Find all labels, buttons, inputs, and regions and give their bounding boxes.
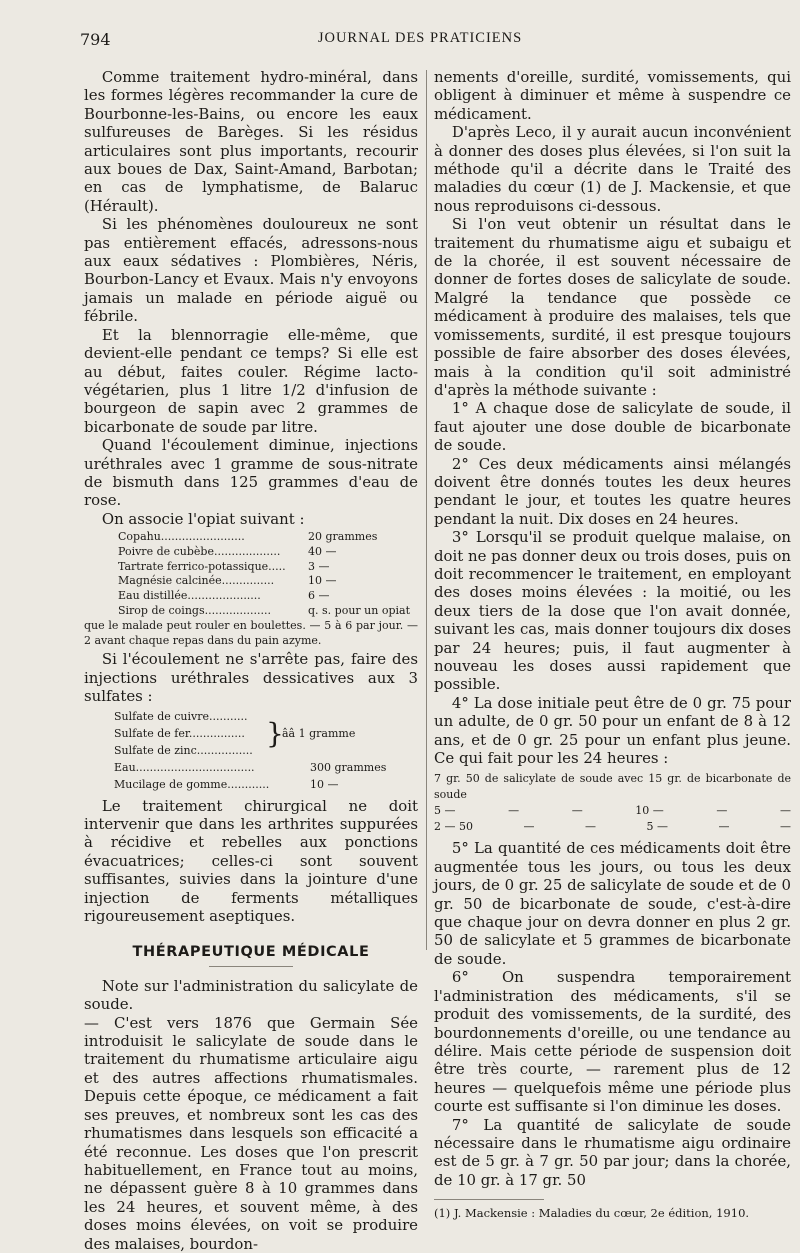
recipe-dose: ââ 1 gramme [282,726,356,740]
paragraph: Quand l'écoulement diminue, injections uréthrales avec 1 gramme de sous-nitrate de bismuth dans 125 grammes d'eau de rose. [84,436,418,510]
paragraph: 2° Ces deux médicaments ainsi mélangés doivent être donnés toutes les deux heures pendant le jour, et toutes les quatre heures pendant la nuit. Dix doses en 24 heures. [434,454,791,528]
paragraph: nements d'oreille, surdité, vomissements, qui obligent à diminuer et même à suspendre ce médicament. [434,68,791,123]
section-heading: THÉRAPEUTIQUE MÉDICALE [132,944,370,961]
recipe-line: Sulfate de cuivre........... [114,709,248,723]
dosage-table [434,771,791,835]
paragraph: Si les phénomènes douloureux ne sont pas entièrement effacés, adressons-nous aux eaux sédatives : Plombières, Néris, Bourbon-Lancy et Evaux. Mais n'y envoyons jamais un malade en période aiguë ou fébrile. [84,215,418,326]
paragraph: 1° A chaque dose de salicylate de soude, il faut ajouter une dose double de bicarbonate de soude. [434,399,791,455]
paragraph: Comme traitement hydro-minéral, dans les formes légères recommander la cure de Bourbonne-les-Bains, ou encore les eaux sulfureuses de Barèges. Si les résidus articulaires sont plus importants, recourir aux boues de Dax, Saint-Amand, Barbotan; en cas de lymphatisme, de Balaruc (Hérault). [84,68,418,215]
paragraph: D'après Leco, il y aurait aucun inconvénient à donner des doses plus élevées, si l'on suit la méthode qu'il a décrite dans le Traité des maladies du cœur (1) de J. Mackensie, et que nous reproduisons ci-dessous. [434,123,791,215]
table-row: 5 — — — 10 — — — [434,804,791,818]
page-header [80,30,760,52]
recipe-line: Copahu........................ 20 grammes [118,530,378,544]
section-rule [209,966,293,967]
recipe-line: Sirop de coings................... q. s. pour un opiat [118,603,411,617]
recipe-line: Magnésie calcinée............... 10 — [118,574,337,588]
recipe-line: Sulfate de zinc................ [114,743,253,757]
recipe-line: Sulfate de fer................ [114,726,245,740]
paragraph: 7° La quantité de salicylate de soude nécessaire dans le rhumatisme aigu ordinaire est de 5 gr. à 7 gr. 50 par jour; dans la chorée, de 10 gr. à 17 gr. 50 [434,1115,791,1189]
recipe-line: Eau distillée..................... 6 — [118,588,330,602]
column-divider [426,70,427,950]
note-title: Note sur l'administration du salicylate de soude. [84,976,418,1014]
paragraph: — C'est vers 1876 que Germain Sée introduisit le salicylate de soude dans le traitement du rhumatisme articulaire aigu et des autres affections rhumatismales. Depuis cette époque, ce médicament a fait ses preuves, et nombreux sont les cas des rhumatismes dans lesquels son efficacité a été reconnue. Les doses que l'on prescrit habituellement, en France tout au moins, ne dépassent guère 8 à 10 grammes dans les 24 heures, et souvent même, à des doses moins élevées, on voit se produire des malaises, bourdon- [84,1013,418,1253]
footnote-rule [434,1199,544,1200]
journal-title: JOURNAL DES PRATICIENS [317,30,523,46]
paragraph: 4° La dose initiale peut être de 0 gr. 75 pour un adulte, de 0 gr. 50 pour un enfant de 8 à 12 ans, et de 0 gr. 25 pour un enfant plus jeune. Ce qui fait pour les 24 heures : [434,693,791,768]
recipe-line: Tartrate ferrico-potassique..... 3 — [118,559,330,573]
paragraph: 5° La quantité de ces médicaments doit être augmentée tous les jours, ou tous les deux jours, de 0 gr. 25 de salicylate de soude et de 0 gr. 50 de bicarbonate de soude, c'est-à-dire que chaque jour on devra donner en plus 2 gr. 50 de salicylate et 5 grammes de bicarbonate de soude. [434,839,791,968]
recipe-note: que le malade peut rouler en boulettes. — 5 à 6 par jour. — 2 avant chaque repas dans du pain azyme. [84,619,418,648]
sulfates-recipe [84,708,418,793]
table-row: 7 gr. 50 de salicylate de soude avec 15 gr. de bicarbonate de soude [434,772,791,802]
recipe-line: Eau.................................. 300 grammes [114,760,387,774]
paragraph: 3° Lorsqu'il se produit quelque malaise, on doit ne pas donner deux ou trois doses, puis on doit recommencer le traitement, en employant des doses moins élevées : la moitié, ou les deux tiers de la dose que l'on avait donnée, suivant les cas, mais donner toujours dix doses par 24 heures; puis, il faut augmenter à nouveau les doses aussi rapidement que possible. [434,528,791,694]
paragraph: Le traitement chirurgical ne doit intervenir que dans les arthrites suppurées à récidive et rebelles aux ponctions évacuatrices; celles-ci sont souvent suffisantes, suivies dans la jointure d'une injection de ferments métalliques rigoureusement aseptiques. [84,796,418,926]
opiat-recipe [84,530,418,648]
right-column [434,68,791,1223]
page-number: 794 [80,30,111,49]
paragraph: Si l'écoulement ne s'arrête pas, faire des injections uréthrales dessicatives aux 3 sulfates : [84,650,418,706]
table-row: 2 — 50 — — 5 — — — [434,820,791,834]
paragraph: Et la blennorragie elle-même, que devient-elle pendant ce temps? Si elle est au début, faites couler. Régime lacto-végétarien, plus 1 litre 1/2 d'infusion de bourgeon de sapin avec 2 grammes de bicarbonate de soude par litre. [84,325,418,436]
recipe-line: Mucilage de gomme............ 10 — [114,777,339,791]
brace-icon: } [266,716,284,750]
paragraph: Si l'on veut obtenir un résultat dans le traitement du rhumatisme aigu et subaigu et de la chorée, il est souvent nécessaire de donner de fortes doses de salicylate de soude. Malgré la tendance que possède ce médicament à produire des malaises, tels que vomissements, surdité, il est presque toujours possible de faire absorber des doses élevées, mais à la condition qu'il soit administré d'après la méthode suivante : [434,215,791,399]
footnote: (1) J. Mackensie : Maladies du cœur, 2e édition, 1910. [434,1206,750,1221]
paragraph: On associe l'opiat suivant : [101,509,305,528]
left-column [84,68,418,1253]
paragraph: 6° On suspendra temporairement l'administration des médicaments, s'il se produit des vomissements, de la surdité, des bourdonnements d'oreille, ou une tendance au délire. Mais cette période de suspension doit être très courte, — rarement plus de 12 heures — quelquefois même une période plus courte est suffisante si l'on diminue les doses. [434,968,791,1116]
recipe-line: Poivre de cubèbe................... 40 — [118,544,337,558]
